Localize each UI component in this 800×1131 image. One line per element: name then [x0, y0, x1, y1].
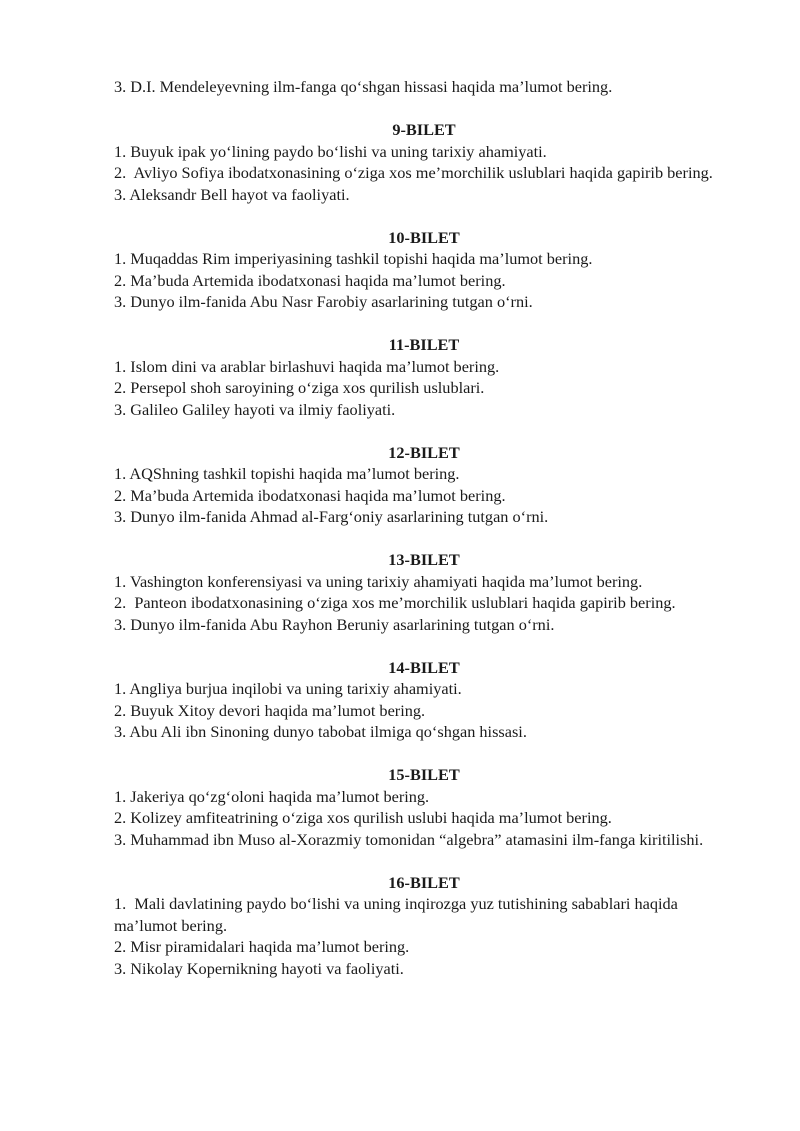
ticket-question: 2. Panteon ibodatxonasining o‘ziga xos me’morchilik uslublari haqida gapirib bering. [114, 593, 676, 612]
ticket-question: 3. Muhammad ibn Muso al-Xorazmiy tomonidan “algebra” atamasini ilm-fanga kiritilishi. [114, 829, 704, 849]
ticket-section [114, 657, 734, 743]
ticket-question: 3. Galileo Galiley hayoti va ilmiy faoliyati. [114, 399, 396, 419]
ticket-question: 3. Dunyo ilm-fanida Abu Nasr Farobiy asarlarining tutgan o‘rni. [114, 292, 533, 311]
ticket-question: 3. Nikolay Kopernikning hayoti va faoliyati. [114, 958, 404, 978]
ticket-section [114, 549, 734, 635]
ticket-section [114, 764, 734, 850]
ticket-section [114, 334, 734, 420]
ticket-title: 10-BILET [388, 227, 460, 247]
ticket-title: 13-BILET [388, 550, 460, 569]
ticket-question: 3. Dunyo ilm-fanida Abu Rayhon Beruniy asarlarining tutgan o‘rni. [114, 614, 555, 634]
ticket-question: 3. Aleksandr Bell hayot va faoliyati. [114, 184, 350, 204]
ticket-question: 2. Buyuk Xitoy devori haqida ma’lumot bering. [114, 700, 426, 720]
ticket-question: 1. Mali davlatining paydo bo‘lishi va uning inqirozga yuz tutishining sabablari haqida ma’lumot bering. [114, 894, 682, 935]
ticket-section [114, 442, 734, 528]
intro-question: 3. D.I. Mendeleyevning ilm-fanga qo‘shgan hissasi haqida ma’lumot bering. [114, 77, 613, 96]
ticket-question: 1. AQShning tashkil topishi haqida ma’lumot bering. [114, 464, 460, 483]
ticket-question: 1. Vashington konferensiyasi va uning tarixiy ahamiyati haqida ma’lumot bering. [114, 571, 643, 591]
ticket-question: 1. Jakeriya qo‘zg‘oloni haqida ma’lumot bering. [114, 786, 430, 806]
ticket-question: 2. Misr piramidalari haqida ma’lumot bering. [114, 937, 410, 956]
ticket-section [114, 227, 734, 313]
ticket-question: 2. Kolizey amfiteatrining o‘ziga xos qurilish uslubi haqida ma’lumot bering. [114, 808, 612, 827]
ticket-question: 2. Ma’buda Artemida ibodatxonasi haqida ma’lumot bering. [114, 485, 506, 505]
ticket-title: 16-BILET [388, 872, 460, 892]
ticket-question: 3. Abu Ali ibn Sinoning dunyo tabobat ilmiga qo‘shgan hissasi. [114, 722, 527, 741]
ticket-title: 14-BILET [388, 657, 460, 677]
document-page [114, 76, 734, 979]
ticket-section [114, 119, 734, 205]
ticket-title: 15-BILET [388, 765, 460, 784]
ticket-question: 2. Persepol shoh saroyining o‘ziga xos qurilish uslublari. [114, 378, 485, 397]
ticket-question: 1. Muqaddas Rim imperiyasining tashkil topishi haqida ma’lumot bering. [114, 249, 593, 268]
ticket-question: 2. Ma’buda Artemida ibodatxonasi haqida ma’lumot bering. [114, 270, 506, 290]
ticket-question: 1. Buyuk ipak yo‘lining paydo bo‘lishi va uning tarixiy ahamiyati. [114, 141, 547, 161]
ticket-question: 3. Dunyo ilm-fanida Ahmad al-Farg‘oniy asarlarining tutgan o‘rni. [114, 507, 549, 526]
ticket-title: 12-BILET [388, 442, 460, 462]
ticket-section [114, 872, 734, 980]
ticket-question: 1. Islom dini va arablar birlashuvi haqida ma’lumot bering. [114, 356, 500, 376]
ticket-question: 2. Avliyo Sofiya ibodatxonasining o‘ziga xos me’morchilik uslublari haqida gapirib bering. [114, 163, 713, 182]
ticket-title: 9-BILET [392, 120, 456, 139]
ticket-list [114, 119, 734, 979]
ticket-question: 1. Angliya burjua inqilobi va uning tarixiy ahamiyati. [114, 679, 462, 698]
ticket-title: 11-BILET [388, 335, 460, 354]
